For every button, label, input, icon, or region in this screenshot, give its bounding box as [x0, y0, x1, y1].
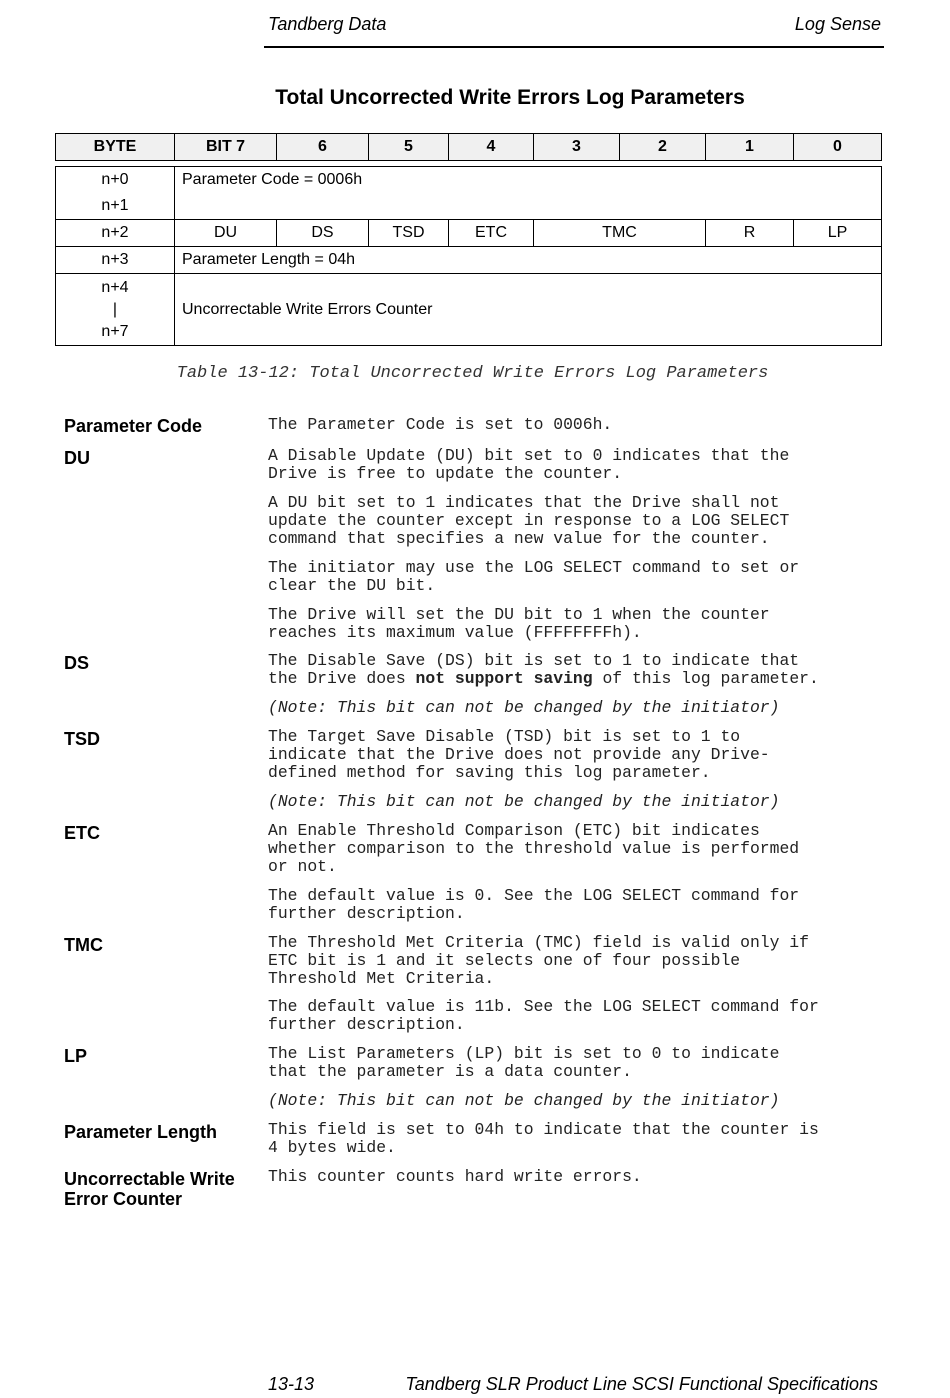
desc-ds-text-a: The Disable Save (DS) bit is set to 1 to indicate that the Drive does: [268, 651, 800, 688]
parameter-length-cell: Parameter Length = 04h: [175, 247, 882, 274]
term-ds: DS: [64, 653, 90, 673]
bit-table-header: [55, 133, 882, 161]
col-header-bit1: 1: [706, 134, 794, 161]
term-uwec-line1: Uncorrectable Write: [64, 1169, 235, 1189]
term-tsd: TSD: [64, 729, 100, 749]
byte-n2: n+2: [56, 220, 175, 247]
footer-title: Tandberg SLR Product Line SCSI Functional Specifications: [405, 1374, 878, 1394]
col-header-bit3: 3: [534, 134, 620, 161]
col-header-bit5: 5: [369, 134, 449, 161]
term-lp: LP: [64, 1046, 88, 1066]
table-caption: Table 13-12: Total Uncorrected Write Errors Log Parameters: [176, 364, 769, 383]
desc-etc-2: The default value is 0. See the LOG SELECT command for further description.: [268, 886, 800, 923]
field-tsd: TSD: [369, 220, 449, 247]
desc-uncorrectable-write-error-counter: This counter counts hard write errors.: [268, 1167, 642, 1186]
field-etc: ETC: [449, 220, 534, 247]
term-parameter-length: Parameter Length: [64, 1122, 218, 1142]
desc-tmc-2: The default value is 11b. See the LOG SELECT command for further description.: [268, 997, 819, 1034]
desc-du-3: The initiator may use the LOG SELECT command to set or clear the DU bit.: [268, 558, 800, 595]
term-du: DU: [64, 448, 90, 468]
desc-etc-1: An Enable Threshold Comparison (ETC) bit indicates whether comparison to the threshold value is performed or not.: [268, 821, 800, 876]
desc-ds-text-c: of this log parameter.: [592, 669, 819, 688]
byte-n3: n+3: [56, 247, 175, 274]
page-number: 13-13: [268, 1374, 315, 1394]
table-row: [56, 274, 882, 346]
byte-n4: n+4: [101, 278, 129, 296]
desc-parameter-code: The Parameter Code is set to 0006h.: [268, 415, 613, 434]
desc-du-2: A DU bit set to 1 indicates that the Drive shall not update the counter except in response to a LOG SELECT command that specifies a new value for the counter.: [268, 493, 790, 548]
col-header-byte: BYTE: [56, 134, 175, 161]
desc-du-4: The Drive will set the DU bit to 1 when the counter reaches its maximum value (FFFFFFFFh).: [268, 605, 770, 642]
parameter-code-cell: Parameter Code = 0006h: [175, 167, 882, 220]
term-uncorrectable-write-error-counter: [64, 1169, 254, 1209]
col-header-bit0: 0: [794, 134, 882, 161]
field-du: DU: [175, 220, 277, 247]
byte-n7: n+7: [101, 322, 129, 340]
col-header-bit4: 4: [449, 134, 534, 161]
term-etc: ETC: [64, 823, 100, 843]
desc-ds-note: (Note: This bit can not be changed by the initiator): [268, 698, 780, 717]
desc-parameter-length: This field is set to 04h to indicate that the counter is 4 bytes wide.: [268, 1120, 819, 1157]
desc-lp-note: (Note: This bit can not be changed by the initiator): [268, 1091, 780, 1110]
page-title: Total Uncorrected Write Errors Log Parameters: [275, 86, 745, 109]
field-ds: DS: [277, 220, 369, 247]
desc-ds-1: [268, 652, 888, 688]
byte-n1: n+1: [101, 197, 129, 214]
col-header-bit2: 2: [620, 134, 706, 161]
header-right: Log Sense: [794, 14, 881, 34]
desc-ds-bold: not support saving: [415, 669, 593, 688]
field-lp: LP: [794, 220, 882, 247]
byte-range-cell: [56, 274, 175, 346]
desc-tsd-1: The Target Save Disable (TSD) bit is set to 1 to indicate that the Drive does not provide any Drive- defined method for saving this log parameter.: [268, 727, 770, 782]
term-uwec-line2: Error Counter: [64, 1189, 183, 1209]
col-header-bit7: BIT 7: [175, 134, 277, 161]
field-tmc: TMC: [534, 220, 706, 247]
bit-table-body: [55, 166, 882, 346]
counter-cell: Uncorrectable Write Errors Counter: [175, 274, 882, 346]
byte-cell: [56, 167, 175, 220]
desc-tsd-note: (Note: This bit can not be changed by the initiator): [268, 792, 780, 811]
header-left: Tandberg Data: [268, 14, 387, 34]
col-header-bit6: 6: [277, 134, 369, 161]
desc-lp-1: The List Parameters (LP) bit is set to 0 to indicate that the parameter is a data counter.: [268, 1044, 780, 1081]
byte-n0: n+0: [101, 171, 129, 188]
header-rule: [264, 46, 884, 48]
term-parameter-code: Parameter Code: [64, 416, 203, 436]
table-row: [56, 247, 882, 274]
table-row: [56, 220, 882, 247]
byte-range-bar: |: [112, 300, 118, 318]
field-r: R: [706, 220, 794, 247]
term-tmc: TMC: [64, 935, 103, 955]
desc-tmc-1: The Threshold Met Criteria (TMC) field is valid only if ETC bit is 1 and it selects one of four possible Threshold Met Criteria.: [268, 933, 809, 988]
table-row: [56, 167, 882, 220]
desc-du-1: A Disable Update (DU) bit set to 0 indicates that the Drive is free to update the counter.: [268, 446, 790, 483]
